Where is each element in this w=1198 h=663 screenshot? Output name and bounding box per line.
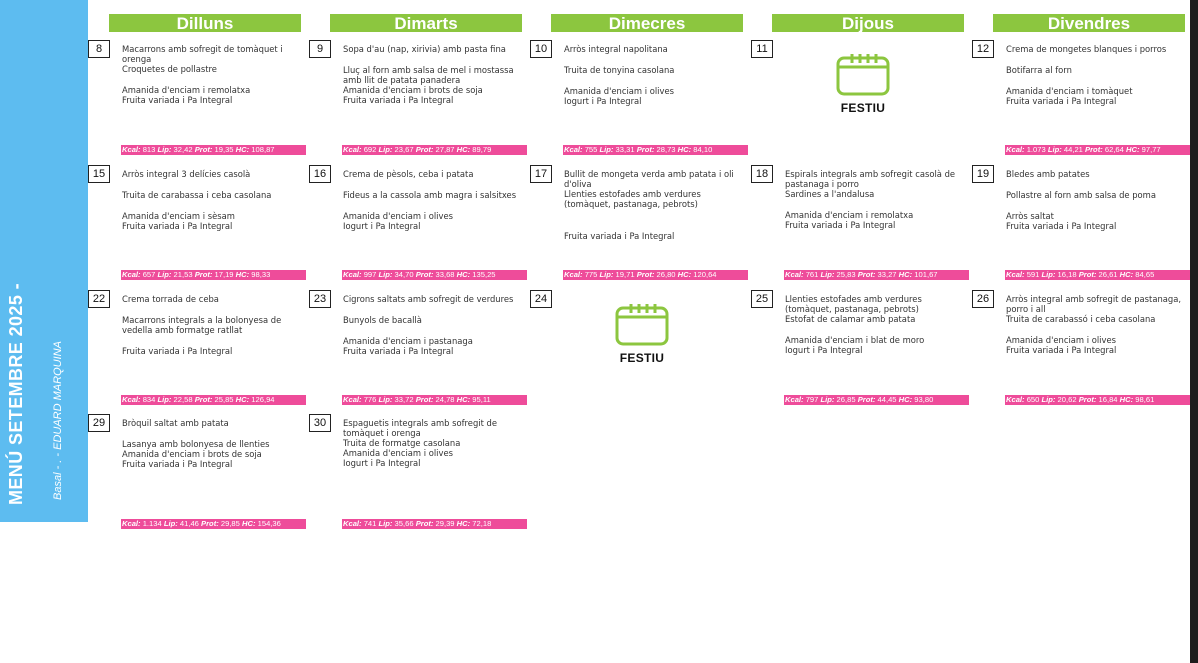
spacer — [564, 54, 742, 65]
spacer — [1006, 200, 1184, 211]
kcal-label: Kcal: — [122, 270, 141, 279]
hc-label: HC: — [677, 145, 692, 154]
menu-item: Lluç al forn amb salsa de mel i mostassa amb llit de patata panadera — [343, 65, 514, 85]
nutrition-bar — [342, 519, 527, 529]
menu-item: Macarrons amb sofregit de tomàquet i orenga — [122, 44, 283, 64]
hc-label: HC: — [898, 270, 913, 279]
hc-value: 84,10 — [693, 145, 713, 154]
lip-label: Lip: — [163, 519, 178, 528]
nutrition-bar — [1005, 145, 1190, 155]
spacer — [564, 209, 742, 220]
spacer — [343, 200, 521, 211]
menu-item: Crema de pèsols, ceba i patata — [343, 169, 474, 179]
lip-value: 16,18 — [1057, 270, 1077, 279]
lip-value: 41,46 — [179, 519, 199, 528]
menu-item: Iogurt i Pa Integral — [343, 458, 421, 468]
kcal-value: 755 — [584, 145, 598, 154]
nutrition-bar — [784, 270, 969, 280]
lip-value: 34,70 — [394, 270, 414, 279]
hc-value: 89,79 — [472, 145, 492, 154]
kcal-label: Kcal: — [564, 270, 583, 279]
prot-label: Prot: — [194, 145, 213, 154]
kcal-label: Kcal: — [122, 519, 141, 528]
menu-item: Fruita variada i Pa Integral — [343, 95, 454, 105]
day-number: 10 — [530, 40, 552, 58]
spacer — [1006, 54, 1184, 65]
lip-label: Lip: — [1041, 395, 1056, 404]
menu-item: Sopa d'au (nap, xirivia) amb pasta fina — [343, 44, 506, 54]
spacer — [1006, 179, 1184, 190]
lip-value: 35,66 — [394, 519, 414, 528]
prot-value: 33,68 — [435, 270, 455, 279]
kcal-label: Kcal: — [343, 395, 362, 404]
prot-value: 16,84 — [1098, 395, 1118, 404]
prot-label: Prot: — [1078, 270, 1097, 279]
menu-items — [1006, 294, 1184, 355]
menu-item: Estofat de calamar amb patata — [785, 314, 916, 324]
prot-label: Prot: — [415, 145, 434, 154]
hc-value: 126,94 — [251, 395, 275, 404]
kcal-value: 741 — [363, 519, 377, 528]
menu-item: Amanida d'enciam i olives — [343, 211, 453, 221]
menu-item: Truita de formatge casolana — [343, 438, 461, 448]
spacer — [122, 179, 300, 190]
prot-label: Prot: — [201, 519, 219, 528]
menu-items — [122, 44, 300, 105]
menu-item: Fruita variada i Pa Integral — [1006, 345, 1117, 355]
lip-label: Lip: — [1047, 145, 1062, 154]
prot-value: 27,87 — [435, 145, 455, 154]
spacer — [785, 199, 963, 210]
day-number: 16 — [309, 165, 331, 183]
hc-label: HC: — [898, 395, 913, 404]
menu-item: Crema torrada de ceba — [122, 294, 219, 304]
spacer — [122, 200, 300, 211]
day-number: 19 — [972, 165, 994, 183]
day-number: 15 — [88, 165, 110, 183]
day-header-dilluns: Dilluns — [109, 14, 301, 32]
day-number: 29 — [88, 414, 110, 432]
prot-value: 26,80 — [656, 270, 676, 279]
menu-item: Pollastre al forn amb salsa de poma — [1006, 190, 1156, 200]
menu-items — [343, 418, 521, 468]
prot-label: Prot: — [194, 395, 213, 404]
hc-value: 72,18 — [472, 519, 492, 528]
day-number: 30 — [309, 414, 331, 432]
prot-label: Prot: — [1085, 145, 1103, 154]
prot-value: 29,85 — [220, 519, 240, 528]
menu-item: Fruita variada i Pa Integral — [564, 231, 675, 241]
day-number: 24 — [530, 290, 552, 308]
hc-label: HC: — [235, 270, 250, 279]
menu-item: Fruita variada i Pa Integral — [122, 346, 233, 356]
kcal-value: 761 — [805, 270, 819, 279]
prot-label: Prot: — [1078, 395, 1097, 404]
kcal-value: 797 — [805, 395, 819, 404]
spacer — [1006, 75, 1184, 86]
menu-items — [122, 418, 300, 469]
hc-label: HC: — [1126, 145, 1140, 154]
spacer — [122, 428, 300, 439]
day-number: 11 — [751, 40, 773, 58]
menu-item: Arròs integral amb sofregit de pastanaga, porro i all — [1006, 294, 1181, 314]
menu-items — [343, 169, 521, 231]
lip-value: 22,58 — [173, 395, 193, 404]
menu-item: Fruita variada i Pa Integral — [343, 346, 454, 356]
menu-item: Bunyols de bacallà — [343, 315, 422, 325]
calendar-icon — [612, 302, 672, 350]
menu-item: Fideus a la cassola amb magra i salsitxes — [343, 190, 517, 200]
menu-item: Iogurt i Pa Integral — [564, 96, 642, 106]
prot-value: 44,45 — [877, 395, 897, 404]
festiu-marker — [612, 302, 672, 365]
menu-items — [785, 169, 963, 230]
menu-item: Croquetes de pollastre — [122, 64, 217, 74]
kcal-label: Kcal: — [1006, 145, 1025, 154]
lip-value: 26,85 — [836, 395, 856, 404]
kcal-label: Kcal: — [564, 145, 583, 154]
menu-items — [122, 294, 300, 356]
lip-label: Lip: — [820, 270, 835, 279]
menu-item: Llenties estofades amb verdures (tomàquet, pastanaga, pebrots) — [564, 189, 701, 209]
sidebar-banner — [0, 0, 88, 522]
prot-label: Prot: — [415, 519, 434, 528]
day-number: 25 — [751, 290, 773, 308]
lip-label: Lip: — [378, 145, 393, 154]
lip-value: 25,83 — [836, 270, 856, 279]
menu-items — [1006, 169, 1184, 231]
menu-subtitle: Basal - . - EDUARD MARQUINA — [52, 341, 64, 500]
menu-item: Iogurt i Pa Integral — [343, 221, 421, 231]
lip-label: Lip: — [820, 395, 835, 404]
hc-value: 98,33 — [251, 270, 271, 279]
menu-item: Arròs integral 3 delícies casolà — [122, 169, 251, 179]
menu-item: Espaguetis integrals amb sofregit de tomàquet i orenga — [343, 418, 498, 438]
spacer — [343, 54, 521, 65]
kcal-label: Kcal: — [343, 270, 362, 279]
hc-value: 120,64 — [693, 270, 717, 279]
menu-item: Fruita variada i Pa Integral — [1006, 221, 1117, 231]
lip-label: Lip: — [599, 145, 614, 154]
hc-label: HC: — [1119, 395, 1134, 404]
kcal-label: Kcal: — [122, 145, 141, 154]
lip-value: 32,42 — [173, 145, 193, 154]
empty-cell — [751, 414, 961, 415]
prot-value: 33,27 — [877, 270, 897, 279]
kcal-value: 1.073 — [1026, 145, 1046, 154]
empty-cell — [530, 414, 740, 415]
lip-label: Lip: — [1041, 270, 1056, 279]
lip-value: 19,71 — [615, 270, 635, 279]
menu-item: Macarrons integrals a la bolonyesa de vedella amb formatge ratllat — [122, 315, 282, 335]
hc-value: 154,36 — [257, 519, 281, 528]
lip-label: Lip: — [378, 270, 393, 279]
prot-label: Prot: — [194, 270, 213, 279]
kcal-label: Kcal: — [343, 145, 362, 154]
day-header-dijous: Dijous — [772, 14, 964, 32]
lip-label: Lip: — [157, 270, 172, 279]
day-number: 23 — [309, 290, 331, 308]
kcal-label: Kcal: — [785, 270, 804, 279]
hc-value: 108,87 — [251, 145, 275, 154]
nutrition-bar — [1005, 395, 1190, 405]
empty-cell — [972, 414, 1182, 415]
day-number: 9 — [309, 40, 331, 58]
menu-item: Amanida d'enciam i olives — [1006, 335, 1116, 345]
menu-item: Amanida d'enciam i blat de moro — [785, 335, 925, 345]
kcal-value: 692 — [363, 145, 377, 154]
day-number: 18 — [751, 165, 773, 183]
menu-item: Crema de mongetes blanques i porros — [1006, 44, 1167, 54]
menu-item: Fruita variada i Pa Integral — [122, 459, 233, 469]
day-number: 12 — [972, 40, 994, 58]
kcal-label: Kcal: — [1006, 270, 1025, 279]
menu-item: Llenties estofades amb verdures (tomàquet, pastanaga, pebrots) — [785, 294, 922, 314]
kcal-value: 657 — [142, 270, 156, 279]
lip-value: 21,53 — [173, 270, 193, 279]
hc-label: HC: — [456, 395, 471, 404]
menu-item: Bròquil saltat amb patata — [122, 418, 229, 428]
hc-value: 95,11 — [472, 395, 491, 404]
day-header-dimarts: Dimarts — [330, 14, 522, 32]
nutrition-bar — [784, 395, 969, 405]
menu-item: Bullit de mongeta verda amb patata i oli d'oliva — [564, 169, 734, 189]
festiu-marker — [833, 52, 893, 115]
lip-label: Lip: — [378, 395, 393, 404]
menu-item: Amanida d'enciam i tomàquet — [1006, 86, 1133, 96]
spacer — [1006, 324, 1184, 335]
kcal-value: 776 — [363, 395, 377, 404]
festiu-label: FESTIU — [619, 351, 665, 365]
prot-value: 17,19 — [214, 270, 234, 279]
prot-label: Prot: — [857, 270, 876, 279]
kcal-value: 591 — [1026, 270, 1040, 279]
spacer — [122, 335, 300, 346]
hc-label: HC: — [456, 145, 471, 154]
kcal-label: Kcal: — [785, 395, 804, 404]
spacer — [564, 220, 742, 231]
calendar-icon — [833, 52, 893, 100]
day-number: 26 — [972, 290, 994, 308]
prot-value: 24,78 — [435, 395, 455, 404]
menu-item: Espirals integrals amb sofregit casolà de pastanaga i porro — [785, 169, 956, 189]
spacer — [564, 75, 742, 86]
menu-item: Amanida d'enciam i olives — [564, 86, 674, 96]
hc-label: HC: — [1119, 270, 1134, 279]
menu-items — [343, 44, 521, 105]
kcal-label: Kcal: — [1006, 395, 1025, 404]
nutrition-bar — [1005, 270, 1190, 280]
lip-label: Lip: — [599, 270, 614, 279]
menu-item: Arròs saltat — [1006, 211, 1054, 221]
menu-item: Cigrons saltats amb sofregit de verdures — [343, 294, 514, 304]
day-header-dimecres: Dimecres — [551, 14, 743, 32]
menu-item: Truita de tonyina casolana — [564, 65, 675, 75]
day-header-divendres: Divendres — [993, 14, 1185, 32]
hc-value: 101,67 — [914, 270, 938, 279]
menu-item: Arròs integral napolitana — [564, 44, 668, 54]
menu-item: Amanida d'enciam i remolatxa — [122, 85, 251, 95]
hc-label: HC: — [677, 270, 692, 279]
menu-title: MENÚ SETEMBRE 2025 - — [6, 282, 26, 505]
nutrition-bar — [342, 395, 527, 405]
spacer — [343, 179, 521, 190]
menu-item: Truita de carabassó i ceba casolana — [1006, 314, 1156, 324]
menu-item: Truita de carabassa i ceba casolana — [122, 190, 272, 200]
menu-items — [564, 44, 742, 106]
prot-label: Prot: — [415, 395, 434, 404]
menu-item: Bledes amb patates — [1006, 169, 1090, 179]
menu-items — [785, 294, 963, 355]
spacer — [122, 304, 300, 315]
day-number: 22 — [88, 290, 110, 308]
menu-item: Amanida d'enciam i remolatxa — [785, 210, 914, 220]
menu-item: Amanida d'enciam i brots de soja — [343, 85, 483, 95]
prot-value: 29,39 — [435, 519, 455, 528]
nutrition-bar — [342, 145, 527, 155]
kcal-value: 997 — [363, 270, 377, 279]
lip-value: 44,21 — [1063, 145, 1083, 154]
menu-item: Fruita variada i Pa Integral — [1006, 96, 1117, 106]
nutrition-bar — [121, 519, 306, 529]
day-number: 17 — [530, 165, 552, 183]
kcal-value: 834 — [142, 395, 156, 404]
lip-value: 33,31 — [615, 145, 635, 154]
lip-label: Lip: — [157, 395, 172, 404]
prot-label: Prot: — [415, 270, 434, 279]
hc-label: HC: — [235, 145, 250, 154]
menu-item: Fruita variada i Pa Integral — [785, 220, 896, 230]
hc-label: HC: — [235, 395, 250, 404]
lip-value: 23,67 — [394, 145, 414, 154]
spacer — [343, 325, 521, 336]
hc-label: HC: — [456, 270, 471, 279]
lip-label: Lip: — [157, 145, 172, 154]
menu-item: Sardines a l'andalusa — [785, 189, 875, 199]
prot-label: Prot: — [636, 270, 655, 279]
menu-item: Lasanya amb bolonyesa de llenties — [122, 439, 270, 449]
kcal-value: 1.134 — [142, 519, 162, 528]
hc-label: HC: — [242, 519, 256, 528]
window-edge — [1190, 0, 1198, 663]
lip-label: Lip: — [378, 519, 393, 528]
festiu-label: FESTIU — [840, 101, 886, 115]
spacer — [122, 74, 300, 85]
kcal-label: Kcal: — [122, 395, 141, 404]
menu-item: Amanida d'enciam i sèsam — [122, 211, 235, 221]
menu-items — [343, 294, 521, 356]
menu-item: Amanida d'enciam i brots de soja — [122, 449, 262, 459]
hc-value: 98,61 — [1135, 395, 1155, 404]
nutrition-bar — [563, 270, 748, 280]
menu-item: Fruita variada i Pa Integral — [122, 95, 233, 105]
menu-item: Fruita variada i Pa Integral — [122, 221, 233, 231]
hc-label: HC: — [456, 519, 471, 528]
hc-value: 93,80 — [914, 395, 934, 404]
kcal-value: 813 — [142, 145, 156, 154]
prot-value: 25,85 — [214, 395, 234, 404]
menu-item: Amanida d'enciam i pastanaga — [343, 336, 473, 346]
nutrition-bar — [563, 145, 748, 155]
prot-value: 28,73 — [656, 145, 676, 154]
prot-value: 19,35 — [214, 145, 234, 154]
nutrition-bar — [121, 395, 306, 405]
day-number: 8 — [88, 40, 110, 58]
nutrition-bar — [121, 145, 306, 155]
menu-item: Iogurt i Pa Integral — [785, 345, 863, 355]
hc-value: 84,65 — [1135, 270, 1155, 279]
hc-value: 135,25 — [472, 270, 496, 279]
prot-label: Prot: — [636, 145, 655, 154]
nutrition-bar — [121, 270, 306, 280]
nutrition-bar — [342, 270, 527, 280]
lip-value: 20,62 — [1057, 395, 1077, 404]
hc-value: 97,77 — [1141, 145, 1161, 154]
menu-item: Botifarra al forn — [1006, 65, 1072, 75]
prot-label: Prot: — [857, 395, 876, 404]
prot-value: 26,61 — [1098, 270, 1118, 279]
menu-item: Amanida d'enciam i olives — [343, 448, 453, 458]
menu-items — [122, 169, 300, 231]
spacer — [343, 304, 521, 315]
menu-items — [1006, 44, 1184, 106]
kcal-value: 775 — [584, 270, 598, 279]
kcal-value: 650 — [1026, 395, 1040, 404]
lip-value: 33,72 — [394, 395, 414, 404]
menu-items — [564, 169, 742, 241]
prot-value: 62,64 — [1104, 145, 1124, 154]
spacer — [785, 324, 963, 335]
kcal-label: Kcal: — [343, 519, 362, 528]
